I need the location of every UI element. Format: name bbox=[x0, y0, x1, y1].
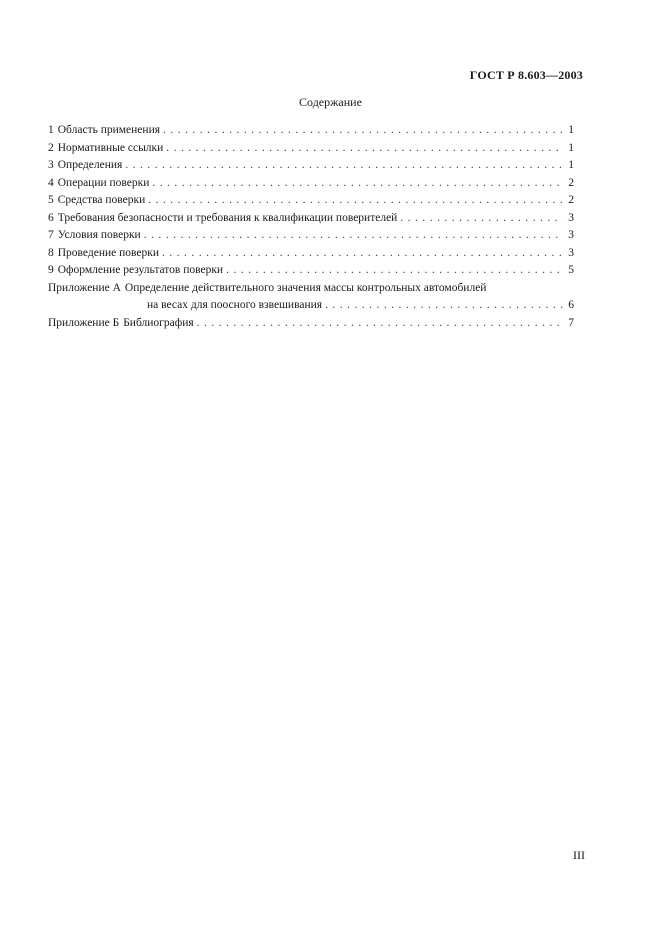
toc-entry-4[interactable] bbox=[48, 175, 574, 193]
toc-entry-page: 1 bbox=[568, 141, 574, 154]
toc-entry-number: 5 bbox=[48, 194, 54, 206]
dot-leader bbox=[125, 157, 563, 175]
toc-entry-label: Определения bbox=[57, 159, 123, 171]
toc-entry-2[interactable] bbox=[48, 140, 574, 158]
dot-leader bbox=[166, 140, 563, 158]
toc-entry-number: 8 bbox=[48, 246, 54, 259]
toc-entry-page: 3 bbox=[568, 229, 574, 241]
dot-leader bbox=[144, 227, 563, 245]
dot-leader bbox=[148, 192, 563, 210]
toc-entry-label: Средства поверки bbox=[57, 194, 146, 206]
toc-entry-1[interactable] bbox=[48, 122, 574, 140]
toc-entry-number: 3 bbox=[48, 159, 54, 171]
toc-title: Содержание bbox=[299, 95, 362, 109]
toc-entry-number: Приложение Б bbox=[48, 316, 120, 329]
toc-entry-appendix-b[interactable] bbox=[48, 315, 574, 333]
dot-leader bbox=[400, 210, 563, 228]
toc-entry-label: Требования безопасности и требования к квалификации поверителей bbox=[57, 211, 398, 224]
toc-entry-number: Приложение А bbox=[48, 281, 121, 294]
toc-entry-number: 6 bbox=[48, 211, 54, 224]
toc-entry-6[interactable] bbox=[48, 210, 574, 228]
toc-entry-number: 4 bbox=[48, 176, 54, 189]
page-number: III bbox=[573, 848, 585, 862]
toc-entry-page: 3 bbox=[568, 246, 574, 259]
toc-entry-label: Условия поверки bbox=[57, 229, 141, 241]
toc-entry-number: 1 bbox=[48, 124, 54, 136]
toc-entry-label: Нормативные ссылки bbox=[57, 141, 164, 154]
dot-leader bbox=[162, 245, 563, 263]
table-of-contents bbox=[48, 122, 574, 332]
toc-entry-page: 2 bbox=[568, 194, 574, 206]
toc-entry-number: 7 bbox=[48, 229, 54, 241]
toc-entry-9[interactable] bbox=[48, 262, 574, 280]
toc-entry-7[interactable] bbox=[48, 227, 574, 245]
dot-leader bbox=[325, 297, 563, 315]
dot-leader bbox=[163, 122, 563, 140]
toc-entry-page: 3 bbox=[568, 211, 574, 224]
toc-entry-label: Область применения bbox=[57, 124, 161, 136]
toc-entry-label: Операции поверки bbox=[57, 176, 150, 189]
dot-leader bbox=[226, 262, 563, 280]
dot-leader bbox=[152, 175, 563, 193]
toc-entry-label: Проведение поверки bbox=[57, 246, 159, 259]
toc-entry-number: 2 bbox=[48, 141, 54, 154]
toc-entry-label: Оформление результатов поверки bbox=[57, 264, 224, 276]
dot-leader bbox=[197, 315, 563, 333]
toc-entry-number: 9 bbox=[48, 264, 54, 276]
toc-entry-page: 1 bbox=[568, 159, 574, 171]
toc-entry-5[interactable] bbox=[48, 192, 574, 210]
toc-entry-page: 1 bbox=[568, 124, 574, 136]
toc-entry-appendix-a-cont[interactable] bbox=[48, 297, 574, 315]
toc-entry-label: Библиография bbox=[123, 316, 194, 329]
toc-entry-page: 2 bbox=[568, 176, 574, 189]
toc-entry-label: Определение действительного значения массы контрольных автомобилей bbox=[124, 281, 487, 294]
toc-entry-label-continued: на весах для поосного взвешивания bbox=[147, 299, 323, 311]
toc-entry-8[interactable] bbox=[48, 245, 574, 263]
toc-entry-page: 6 bbox=[568, 299, 574, 311]
toc-entry-3[interactable] bbox=[48, 157, 574, 175]
toc-entry-page: 7 bbox=[568, 316, 574, 329]
document-code: ГОСТ Р 8.603—2003 bbox=[469, 68, 583, 82]
toc-entry-page: 5 bbox=[568, 264, 574, 276]
toc-entry-appendix-a[interactable] bbox=[48, 280, 574, 298]
